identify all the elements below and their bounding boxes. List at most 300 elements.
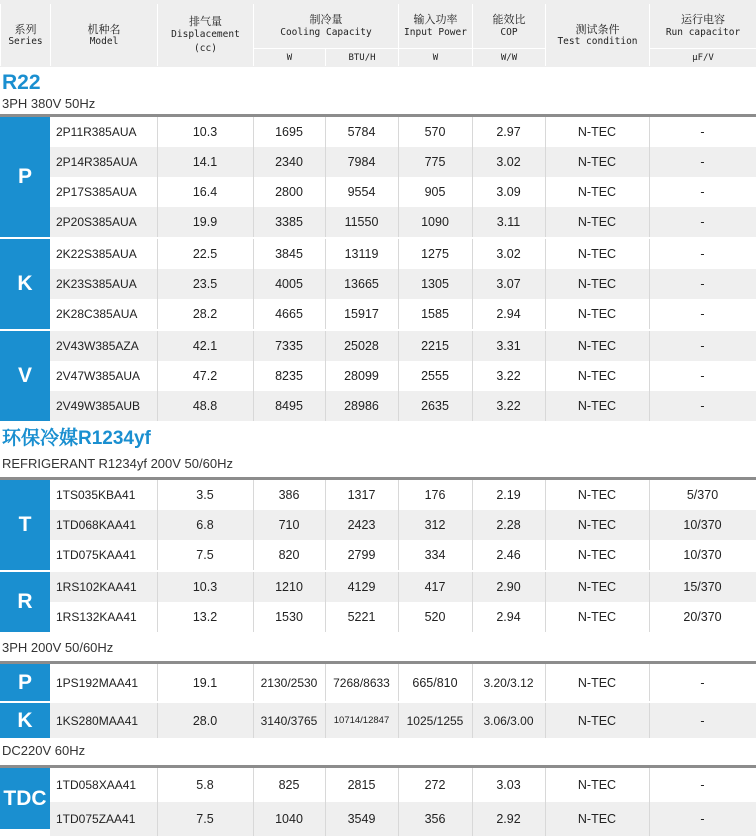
cell-capacitor: - bbox=[700, 339, 705, 353]
cell-cooling-btu: 5784 bbox=[347, 125, 376, 139]
column-divider bbox=[545, 510, 546, 540]
cell-displacement: 13.2 bbox=[192, 610, 218, 624]
table-header bbox=[0, 0, 756, 67]
header-model bbox=[50, 4, 157, 66]
column-divider bbox=[472, 572, 473, 602]
cell-capacitor: - bbox=[700, 155, 705, 169]
table-row bbox=[50, 269, 756, 299]
section-subtitle: REFRIGERANT R1234yf 200V 50/60Hz bbox=[2, 456, 233, 471]
cell-test-condition: N-TEC bbox=[577, 399, 617, 413]
column-divider bbox=[325, 572, 326, 602]
unit-cooling-w: W bbox=[253, 48, 325, 66]
cell-capacitor: 10/370 bbox=[683, 518, 722, 532]
column-divider bbox=[253, 239, 254, 269]
cell-test-condition: N-TEC bbox=[577, 580, 617, 594]
cell-displacement: 19.1 bbox=[192, 675, 218, 690]
cell-test-condition: N-TEC bbox=[577, 307, 617, 321]
cell-cooling-w: 1695 bbox=[275, 125, 303, 139]
column-divider bbox=[545, 703, 546, 738]
unit-capacitor: μF/V bbox=[649, 48, 756, 66]
column-divider bbox=[157, 361, 158, 391]
column-divider bbox=[545, 802, 546, 836]
cell-input-power: 2635 bbox=[421, 399, 449, 413]
cell-capacitor: - bbox=[700, 277, 705, 291]
column-divider bbox=[253, 602, 254, 632]
section-title: R22 bbox=[2, 71, 41, 94]
column-divider bbox=[545, 664, 546, 701]
column-divider bbox=[649, 299, 650, 329]
column-divider bbox=[253, 331, 254, 361]
column-divider bbox=[398, 664, 399, 701]
column-divider bbox=[398, 391, 399, 421]
cell-input-power: 312 bbox=[424, 518, 446, 532]
cell-cooling-w: 3385 bbox=[275, 215, 303, 229]
column-divider bbox=[545, 480, 546, 510]
cell-test-condition: N-TEC bbox=[577, 277, 617, 291]
cell-cop: 3.02 bbox=[496, 155, 521, 169]
cell-test-condition: N-TEC bbox=[577, 548, 617, 562]
cell-cooling-btu: 2815 bbox=[347, 778, 376, 792]
cell-test-condition: N-TEC bbox=[577, 185, 617, 199]
cell-cop: 3.06/3.00 bbox=[483, 713, 534, 728]
header-displacement-en: Displacement bbox=[171, 29, 240, 40]
column-divider bbox=[253, 177, 254, 207]
cell-capacitor: - bbox=[700, 812, 705, 826]
column-divider bbox=[545, 602, 546, 632]
column-divider bbox=[649, 768, 650, 802]
column-divider bbox=[545, 207, 546, 237]
column-divider bbox=[253, 391, 254, 421]
cell-cooling-btu: 1317 bbox=[347, 488, 376, 502]
cell-displacement: 28.2 bbox=[192, 307, 218, 321]
column-divider bbox=[649, 664, 650, 701]
column-divider bbox=[472, 391, 473, 421]
column-divider bbox=[398, 269, 399, 299]
column-divider bbox=[649, 480, 650, 510]
cell-capacitor: 10/370 bbox=[683, 548, 722, 562]
cell-capacitor: - bbox=[700, 247, 705, 261]
header-model-cn: 机种名 bbox=[87, 24, 121, 36]
cell-cop: 2.46 bbox=[496, 548, 521, 562]
cell-model: 2V47W385AUA bbox=[56, 369, 141, 383]
cell-cooling-btu: 13665 bbox=[344, 277, 379, 291]
cell-displacement: 10.3 bbox=[192, 580, 218, 594]
cell-cop: 2.92 bbox=[496, 812, 521, 826]
column-divider bbox=[157, 510, 158, 540]
header-displacement-cn: 排气量 bbox=[189, 16, 222, 28]
column-divider bbox=[253, 572, 254, 602]
cell-cooling-btu: 15917 bbox=[344, 307, 379, 321]
cell-model: 2K28C385AUA bbox=[56, 307, 138, 321]
column-divider bbox=[398, 331, 399, 361]
cell-cop: 3.22 bbox=[496, 399, 521, 413]
cell-test-condition: N-TEC bbox=[577, 713, 617, 728]
cell-capacitor: - bbox=[700, 713, 705, 728]
cell-cooling-btu: 4129 bbox=[347, 580, 376, 594]
cell-cooling-btu: 11550 bbox=[344, 215, 379, 229]
cell-model: 1RS132KAA41 bbox=[56, 610, 137, 624]
header-cop-en: COP bbox=[500, 27, 518, 38]
series-badge: P bbox=[0, 117, 50, 237]
cell-test-condition: N-TEC bbox=[577, 125, 617, 139]
header-test bbox=[545, 4, 649, 66]
column-divider bbox=[472, 177, 473, 207]
column-divider bbox=[253, 664, 254, 701]
column-divider bbox=[325, 299, 326, 329]
cell-cop: 2.94 bbox=[496, 307, 521, 321]
header-cooling-en: Cooling Capacity bbox=[280, 27, 372, 38]
column-divider bbox=[545, 147, 546, 177]
column-divider bbox=[157, 207, 158, 237]
cell-cooling-btu: 9554 bbox=[347, 185, 376, 199]
section-subtitle: DC220V 60Hz bbox=[2, 743, 86, 758]
section-subtitle: 3PH 380V 50Hz bbox=[2, 96, 96, 111]
cell-cooling-w: 820 bbox=[278, 548, 300, 562]
cell-cooling-w: 3140/3765 bbox=[260, 713, 318, 728]
column-divider bbox=[325, 768, 326, 802]
cell-displacement: 19.9 bbox=[192, 215, 218, 229]
cell-model: 1RS102KAA41 bbox=[56, 580, 137, 594]
column-divider bbox=[325, 703, 326, 738]
column-divider bbox=[253, 117, 254, 147]
cell-cooling-btu: 25028 bbox=[344, 339, 379, 353]
cell-cop: 3.22 bbox=[496, 369, 521, 383]
cell-test-condition: N-TEC bbox=[577, 155, 617, 169]
cell-test-condition: N-TEC bbox=[577, 778, 617, 792]
column-divider bbox=[325, 147, 326, 177]
column-divider bbox=[649, 147, 650, 177]
cell-displacement: 6.8 bbox=[196, 518, 214, 532]
table-row bbox=[50, 299, 756, 329]
column-divider bbox=[253, 361, 254, 391]
cell-capacitor: - bbox=[700, 125, 705, 139]
cell-test-condition: N-TEC bbox=[577, 369, 617, 383]
cell-input-power: 775 bbox=[424, 155, 446, 169]
column-divider bbox=[545, 177, 546, 207]
column-divider bbox=[649, 269, 650, 299]
cell-input-power: 334 bbox=[424, 548, 446, 562]
column-divider bbox=[545, 331, 546, 361]
column-divider bbox=[649, 703, 650, 738]
unit-cooling-btu: BTU/H bbox=[325, 48, 398, 66]
table-row bbox=[50, 177, 756, 207]
column-divider bbox=[157, 239, 158, 269]
column-divider bbox=[398, 510, 399, 540]
column-divider bbox=[325, 361, 326, 391]
column-divider bbox=[472, 602, 473, 632]
cell-cop: 3.07 bbox=[496, 277, 521, 291]
column-divider bbox=[398, 602, 399, 632]
column-divider bbox=[325, 540, 326, 570]
column-divider bbox=[472, 480, 473, 510]
cell-capacitor: - bbox=[700, 307, 705, 321]
header-cooling-cn: 制冷量 bbox=[309, 14, 343, 26]
header-input-cn: 输入功率 bbox=[413, 14, 458, 26]
column-divider bbox=[398, 572, 399, 602]
column-divider bbox=[253, 540, 254, 570]
cell-cop: 3.20/3.12 bbox=[483, 675, 534, 690]
cell-cooling-btu: 2799 bbox=[347, 548, 376, 562]
column-divider bbox=[398, 207, 399, 237]
column-divider bbox=[398, 361, 399, 391]
cell-cooling-btu: 5221 bbox=[347, 610, 376, 624]
column-divider bbox=[472, 703, 473, 738]
table-row bbox=[50, 239, 756, 269]
cell-cop: 3.02 bbox=[496, 247, 521, 261]
series-badge: T bbox=[0, 480, 50, 570]
header-test-cn: 测试条件 bbox=[575, 24, 620, 36]
column-divider bbox=[157, 602, 158, 632]
section-subtitle: 3PH 200V 50/60Hz bbox=[2, 640, 114, 655]
table-row bbox=[50, 664, 756, 701]
cell-model: 2V49W385AUB bbox=[56, 399, 141, 413]
column-divider bbox=[253, 703, 254, 738]
cell-cooling-w: 4665 bbox=[275, 307, 303, 321]
column-divider bbox=[649, 540, 650, 570]
table-row bbox=[50, 331, 756, 361]
cell-cooling-w: 3845 bbox=[275, 247, 303, 261]
column-divider bbox=[325, 117, 326, 147]
cell-cooling-btu: 3549 bbox=[347, 812, 376, 826]
column-divider bbox=[472, 664, 473, 701]
column-divider bbox=[649, 239, 650, 269]
column-divider bbox=[157, 331, 158, 361]
cell-input-power: 665/810 bbox=[412, 675, 458, 690]
table-row bbox=[50, 391, 756, 421]
cell-input-power: 2215 bbox=[421, 339, 449, 353]
column-divider bbox=[325, 269, 326, 299]
cell-displacement: 10.3 bbox=[192, 125, 218, 139]
column-divider bbox=[545, 768, 546, 802]
cell-capacitor: - bbox=[700, 399, 705, 413]
cell-displacement: 23.5 bbox=[192, 277, 218, 291]
column-divider bbox=[398, 802, 399, 836]
cell-capacitor: - bbox=[700, 369, 705, 383]
column-divider bbox=[157, 664, 158, 701]
cell-test-condition: N-TEC bbox=[577, 675, 617, 690]
column-divider bbox=[157, 768, 158, 802]
column-divider bbox=[398, 480, 399, 510]
cell-input-power: 905 bbox=[424, 185, 446, 199]
column-divider bbox=[545, 299, 546, 329]
cell-cop: 2.28 bbox=[496, 518, 521, 532]
cell-cooling-w: 1210 bbox=[275, 580, 303, 594]
cell-cooling-btu: 10714/12847 bbox=[333, 715, 390, 726]
table-row bbox=[50, 572, 756, 602]
cell-displacement: 16.4 bbox=[192, 185, 218, 199]
table-row bbox=[50, 147, 756, 177]
series-badge: K bbox=[0, 239, 50, 329]
cell-input-power: 1025/1255 bbox=[406, 713, 464, 728]
cell-cooling-w: 2800 bbox=[275, 185, 303, 199]
cell-input-power: 1305 bbox=[421, 277, 449, 291]
header-displacement bbox=[157, 4, 253, 66]
cell-input-power: 1090 bbox=[421, 215, 449, 229]
cell-input-power: 356 bbox=[424, 812, 446, 826]
column-divider bbox=[253, 802, 254, 836]
column-divider bbox=[157, 703, 158, 738]
header-series-en: Series bbox=[8, 36, 43, 47]
cell-capacitor: 5/370 bbox=[686, 488, 719, 502]
cell-model: 2P20S385AUA bbox=[56, 215, 137, 229]
cell-input-power: 570 bbox=[424, 125, 446, 139]
cell-test-condition: N-TEC bbox=[577, 247, 617, 261]
cell-test-condition: N-TEC bbox=[577, 339, 617, 353]
cell-cop: 2.94 bbox=[496, 610, 521, 624]
cell-cooling-btu: 2423 bbox=[347, 518, 376, 532]
cell-cooling-w: 4005 bbox=[275, 277, 303, 291]
cell-input-power: 272 bbox=[424, 778, 446, 792]
column-divider bbox=[472, 802, 473, 836]
cell-model: 1TD075ZAA41 bbox=[56, 812, 136, 826]
header-capacitor-cn: 运行电容 bbox=[681, 14, 725, 26]
cell-model: 2P14R385AUA bbox=[56, 155, 138, 169]
cell-cop: 3.03 bbox=[496, 778, 521, 792]
column-divider bbox=[157, 480, 158, 510]
cell-cop: 3.31 bbox=[496, 339, 521, 353]
column-divider bbox=[253, 269, 254, 299]
cell-input-power: 417 bbox=[424, 580, 446, 594]
cell-cop: 3.09 bbox=[496, 185, 521, 199]
column-divider bbox=[472, 510, 473, 540]
column-divider bbox=[472, 331, 473, 361]
column-divider bbox=[157, 269, 158, 299]
cell-capacitor: - bbox=[700, 185, 705, 199]
column-divider bbox=[649, 177, 650, 207]
cell-cop: 3.11 bbox=[496, 215, 521, 229]
table-row bbox=[50, 361, 756, 391]
cell-cooling-w: 8235 bbox=[275, 369, 303, 383]
cell-cooling-btu: 28099 bbox=[344, 369, 379, 383]
table-row bbox=[50, 703, 756, 738]
cell-test-condition: N-TEC bbox=[577, 215, 617, 229]
header-series-cn: 系列 bbox=[14, 24, 37, 36]
table-row bbox=[50, 540, 756, 570]
column-divider bbox=[325, 391, 326, 421]
column-divider bbox=[472, 768, 473, 802]
column-divider bbox=[649, 602, 650, 632]
header-displacement-unit: (cc) bbox=[194, 43, 217, 54]
column-divider bbox=[472, 361, 473, 391]
column-divider bbox=[325, 510, 326, 540]
column-divider bbox=[253, 207, 254, 237]
cell-cooling-w: 2340 bbox=[275, 155, 303, 169]
column-divider bbox=[398, 147, 399, 177]
cell-displacement: 48.8 bbox=[192, 399, 218, 413]
column-divider bbox=[325, 802, 326, 836]
table-row bbox=[50, 802, 756, 836]
cell-cooling-w: 1040 bbox=[275, 812, 303, 826]
series-badge: R bbox=[0, 572, 50, 632]
column-divider bbox=[472, 207, 473, 237]
column-divider bbox=[545, 540, 546, 570]
column-divider bbox=[325, 177, 326, 207]
unit-input: W bbox=[398, 48, 472, 66]
cell-model: 1TS035KBA41 bbox=[56, 488, 136, 502]
cell-cop: 2.97 bbox=[496, 125, 521, 139]
cell-displacement: 42.1 bbox=[192, 339, 218, 353]
cell-cooling-w: 710 bbox=[278, 518, 300, 532]
cell-model: 1TD068KAA41 bbox=[56, 518, 137, 532]
column-divider bbox=[545, 391, 546, 421]
header-input-en: Input Power bbox=[404, 27, 467, 38]
series-badge: V bbox=[0, 331, 50, 421]
cell-model: 2K23S385AUA bbox=[56, 277, 137, 291]
cell-displacement: 22.5 bbox=[192, 247, 218, 261]
cell-capacitor: - bbox=[700, 778, 705, 792]
cell-capacitor: 20/370 bbox=[683, 610, 722, 624]
column-divider bbox=[325, 331, 326, 361]
cell-model: 2P11R385AUA bbox=[56, 125, 137, 139]
cell-model: 2V43W385AZA bbox=[56, 339, 139, 353]
column-divider bbox=[253, 480, 254, 510]
column-divider bbox=[398, 117, 399, 147]
series-badge: K bbox=[0, 703, 50, 738]
cell-cooling-w: 825 bbox=[278, 778, 300, 792]
table-row bbox=[50, 768, 756, 802]
column-divider bbox=[472, 239, 473, 269]
cell-displacement: 14.1 bbox=[192, 155, 218, 169]
cell-cooling-btu: 13119 bbox=[344, 247, 379, 261]
cell-input-power: 1585 bbox=[421, 307, 449, 321]
header-test-en: Test condition bbox=[557, 36, 638, 47]
column-divider bbox=[325, 480, 326, 510]
cell-cooling-btu: 28986 bbox=[344, 399, 379, 413]
column-divider bbox=[325, 664, 326, 701]
column-divider bbox=[157, 391, 158, 421]
column-divider bbox=[157, 540, 158, 570]
column-divider bbox=[398, 239, 399, 269]
column-divider bbox=[545, 239, 546, 269]
header-series bbox=[0, 4, 50, 66]
cell-input-power: 1275 bbox=[421, 247, 449, 261]
cell-model: 1TD075KAA41 bbox=[56, 548, 137, 562]
column-divider bbox=[157, 802, 158, 836]
column-divider bbox=[325, 207, 326, 237]
column-divider bbox=[398, 703, 399, 738]
cell-cooling-w: 7335 bbox=[275, 339, 303, 353]
column-divider bbox=[325, 239, 326, 269]
column-divider bbox=[398, 177, 399, 207]
column-divider bbox=[545, 117, 546, 147]
column-divider bbox=[253, 299, 254, 329]
series-badge: P bbox=[0, 664, 50, 701]
cell-displacement: 28.0 bbox=[192, 713, 218, 728]
table-row bbox=[50, 510, 756, 540]
column-divider bbox=[472, 147, 473, 177]
cell-displacement: 5.8 bbox=[196, 778, 214, 792]
table-row bbox=[50, 602, 756, 632]
column-divider bbox=[545, 361, 546, 391]
column-divider bbox=[398, 299, 399, 329]
cell-input-power: 520 bbox=[424, 610, 446, 624]
column-divider bbox=[649, 510, 650, 540]
column-divider bbox=[649, 361, 650, 391]
cell-test-condition: N-TEC bbox=[577, 518, 617, 532]
column-divider bbox=[157, 177, 158, 207]
cell-cooling-w: 8495 bbox=[275, 399, 303, 413]
cell-model: 1PS192MAA41 bbox=[56, 675, 139, 690]
column-divider bbox=[649, 207, 650, 237]
table-row bbox=[50, 480, 756, 510]
column-divider bbox=[325, 602, 326, 632]
cell-test-condition: N-TEC bbox=[577, 488, 617, 502]
cell-displacement: 7.5 bbox=[196, 548, 214, 562]
column-divider bbox=[157, 572, 158, 602]
cell-test-condition: N-TEC bbox=[577, 610, 617, 624]
cell-test-condition: N-TEC bbox=[577, 812, 617, 826]
cell-input-power: 176 bbox=[424, 488, 446, 502]
